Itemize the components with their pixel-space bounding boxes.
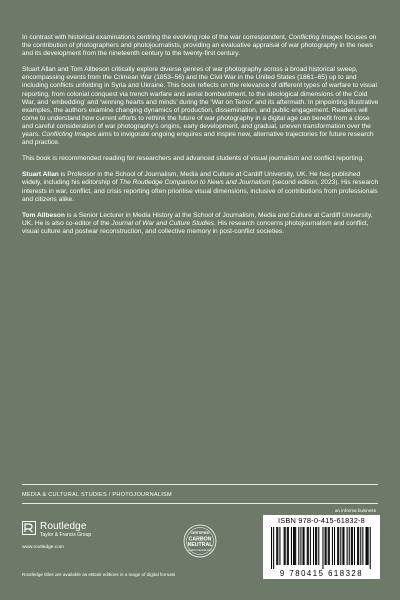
book-title-italic: The Routledge Companion to News and Journalism [119, 179, 271, 187]
author-name: Tom Allbeson [22, 211, 65, 219]
blurb-text: In contrast with historical examinations centring the evolving role of the war correspondent, [22, 34, 289, 41]
blurb-paragraph-3: This book is recommended reading for researchers and advanced students of visual journalism and conflict reporting. [22, 155, 364, 163]
blurb-paragraph-1 [22, 34, 380, 58]
carbon-neutral-seal-icon [183, 524, 217, 558]
blurb-text: aims to invigorate ongoing enquires and inspire new, alternative trajectories for future research and practice. [22, 131, 374, 147]
informa-tagline: an informa business [334, 508, 376, 513]
barcode-icon [263, 525, 380, 569]
back-cover-text [22, 34, 380, 244]
book-title-italic: Conflicting Images [288, 34, 343, 41]
seal-main-text-2: NEUTRAL [187, 542, 213, 548]
barcode-digits: 9 780415 618328 [279, 569, 364, 578]
blurb-text: Stuart Allan and Tom Allbeson critically explore diverse genres of war photography across a broad historical sweep, encompassing events from the Crimean War (1853–56) and the Civil War in the United States (1861–65) up to and including conflicts unfolding in Syria and Ukraine. This book reflects on the relevance of different types of warfare to visual reporting, from colonial conquest via trench warfare and aerial bombardment, to the ideological dimensions of the Cold War, and ‘embedding’ and ‘winning hearts and minds’ during the ‘War on Terror’ and its aftermath. In pinpointing illustrative examples, the authors examine changing dynamics of production, dissemination, and public engagement. Readers will come to understand how current efforts to rethink the future of war photography in a digital age can benefit from a close and careful consideration of war photography’s origins, early development, and gradual, uneven transformation over the years. [22, 66, 379, 139]
seal-sub-text: Carbon Neutral.com [188, 549, 212, 552]
publisher-url: www.routledge.com [22, 545, 64, 550]
author-text: is Professor in the School of Journalism, Media and Culture at Cardiff University, UK. He has published widely, including his editorship of [22, 171, 361, 187]
publisher-group: Taylor & Francis Group [40, 532, 92, 538]
publisher-block [22, 521, 112, 561]
subject-category: MEDIA & CULTURAL STUDIES / PHOTOJOURNALISM [22, 492, 172, 498]
blurb-paragraph-2 [22, 66, 380, 147]
author-name: Stuart Allan [22, 171, 59, 179]
seal-main-text-1: CARBON [188, 536, 212, 543]
divider-bottom [22, 503, 378, 504]
author-bio-2 [22, 212, 380, 236]
author-bio-1 [22, 171, 380, 203]
author-text: is a Senior Lecturer in Media History at the School of Journalism, Media and Culture at Cardiff University, UK. He is also co-editor of the [22, 211, 373, 227]
blurb-text: focuses on the contribution of photographers and photojournalists, providing an evaluative appraisal of war photography in the news and its development from the nineteenth century to the twenty-first century. [22, 34, 377, 58]
seal-top-text: CERTIFIED [190, 531, 210, 535]
divider-top [22, 484, 378, 485]
isbn-label: ISBN 978-0-415-61832-8 [278, 516, 365, 525]
book-title-italic: Conflicting Images [41, 131, 97, 139]
routledge-logo-icon [22, 521, 36, 535]
ebook-note: Routledge titles are available as eBook editions in a range of digital formats [22, 572, 176, 577]
journal-title-italic: Journal of War and Culture Studies [111, 219, 214, 227]
author-text: . His research concerns photojournalism and conflict, visual culture and postwar reconstruction, and collective memory in post-conflict societies. [22, 219, 369, 235]
barcode-box [263, 515, 380, 579]
author-text: (second edition, 2023). His research interests in war, conflict, and crisis reporting often prioritise visual dimensions, inclusive of contributions from professionals and citizens alike. [22, 179, 379, 203]
publisher-name: Routledge [40, 521, 87, 532]
